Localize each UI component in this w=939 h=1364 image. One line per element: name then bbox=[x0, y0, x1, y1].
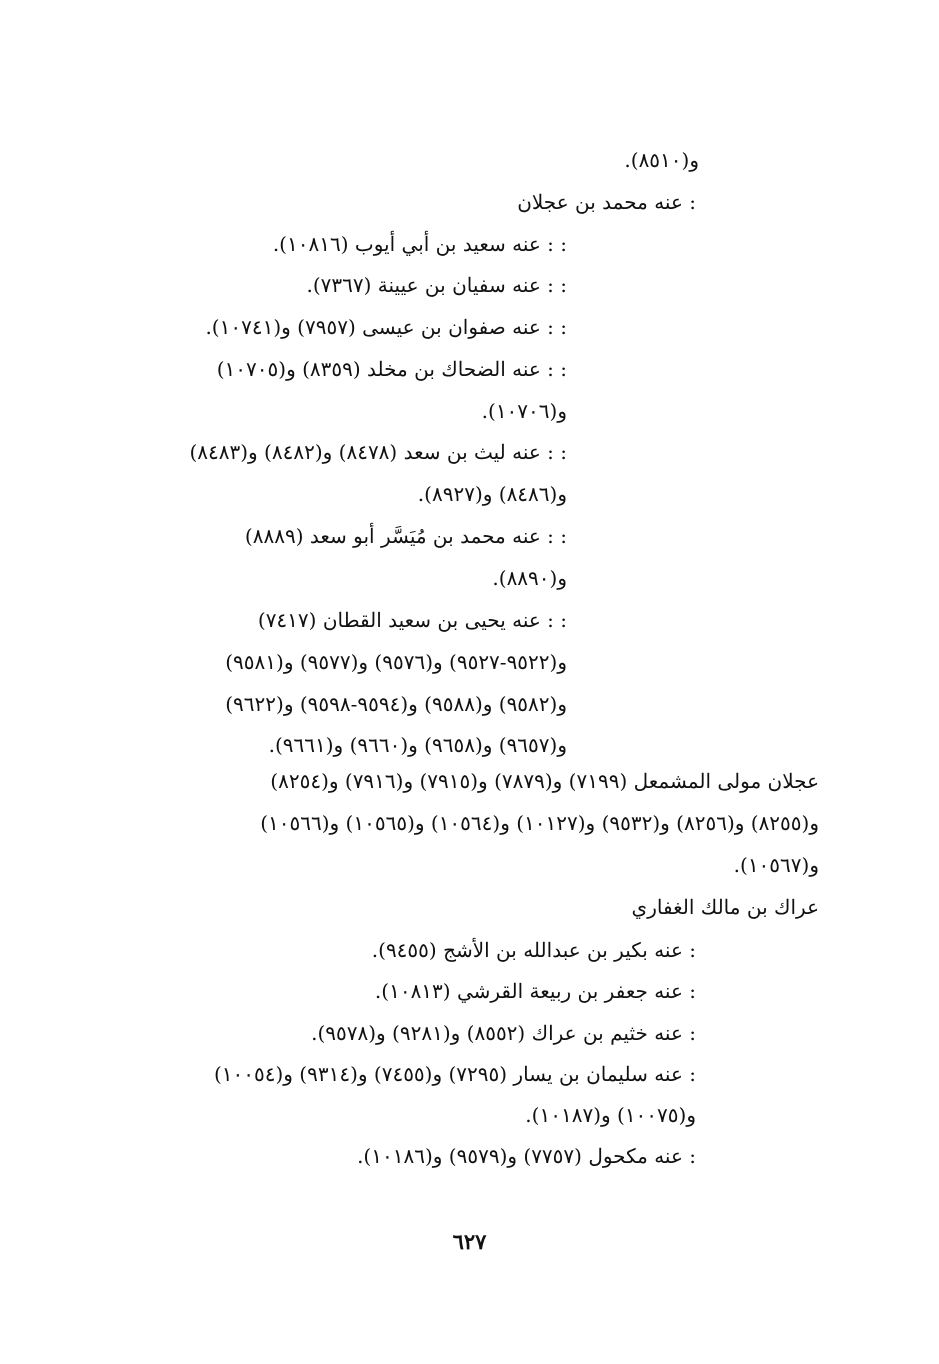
text-line: و(١٠٥٦٧). bbox=[733, 853, 819, 877]
text-line: و(٨٨٩٠). bbox=[492, 566, 567, 590]
text-line: و(٩٥٨٢) و(٩٥٨٨) و(٩٥٩٤-٩٥٩٨) و(٩٦٢٢) bbox=[225, 692, 567, 716]
text-line: و(٨٢٥٥) و(٨٢٥٦) و(٩٥٣٢) و(١٠١٢٧) و(١٠٥٦٤) و(١٠٥٦٥) و(١٠٥٦٦) bbox=[260, 811, 819, 835]
entry-heading: عراك بن مالك الغفاري bbox=[631, 895, 819, 919]
text-line: و(٩٥٢٢-٩٥٢٧) و(٩٥٧٦) و(٩٥٧٧) و(٩٥٨١) bbox=[225, 650, 567, 674]
page-number: ٦٢٧ bbox=[452, 1229, 487, 1254]
text-line: : : عنه سفيان بن عيينة (٧٣٦٧). bbox=[306, 273, 567, 297]
text-line: : : عنه محمد بن مُيَسَّر أبو سعد (٨٨٨٩) bbox=[244, 524, 567, 548]
text-line: و(٩٦٥٧) و(٩٦٥٨) و(٩٦٦٠) و(٩٦٦١). bbox=[268, 733, 567, 757]
text-line: : عنه خثيم بن عراك (٨٥٥٢) و(٩٢٨١) و(٩٥٧٨). bbox=[311, 1021, 696, 1045]
entry-heading: عجلان مولى المشمعل (٧١٩٩) و(٧٨٧٩) و(٧٩١٥) و(٧٩١٦) و(٨٢٥٤) bbox=[270, 769, 819, 793]
text-line: : : عنه ليث بن سعد (٨٤٧٨) و(٨٤٨٢) و(٨٤٨٣) bbox=[189, 440, 567, 464]
text-line: : عنه محمد بن عجلان bbox=[517, 190, 696, 214]
text-line: : عنه بكير بن عبدالله بن الأشج (٩٤٥٥). bbox=[371, 938, 696, 962]
text-line: : عنه جعفر بن ربيعة القرشي (١٠٨١٣). bbox=[374, 979, 696, 1003]
text-line: : : عنه يحيى بن سعيد القطان (٧٤١٧) bbox=[257, 608, 567, 632]
text-line: : : عنه سعيد بن أبي أيوب (١٠٨١٦). bbox=[272, 232, 567, 256]
text-line: : عنه سليمان بن يسار (٧٢٩٥) و(٧٤٥٥) و(٩٣١٤) و(١٠٠٥٤) bbox=[213, 1062, 696, 1086]
text-line: : : عنه الضحاك بن مخلد (٨٣٥٩) و(١٠٧٠٥) bbox=[216, 357, 567, 381]
text-line: : عنه مكحول (٧٧٥٧) و(٩٥٧٩) و(١٠١٨٦). bbox=[357, 1144, 696, 1168]
text-line: و(٨٤٨٦) و(٨٩٢٧). bbox=[417, 482, 567, 506]
text-line: و(٨٥١٠). bbox=[624, 148, 699, 172]
text-line: و(١٠٠٧٥) و(١٠١٨٧). bbox=[525, 1103, 696, 1127]
text-line: و(١٠٧٠٦). bbox=[481, 399, 567, 423]
text-line: : : عنه صفوان بن عيسى (٧٩٥٧) و(١٠٧٤١). bbox=[205, 315, 567, 339]
